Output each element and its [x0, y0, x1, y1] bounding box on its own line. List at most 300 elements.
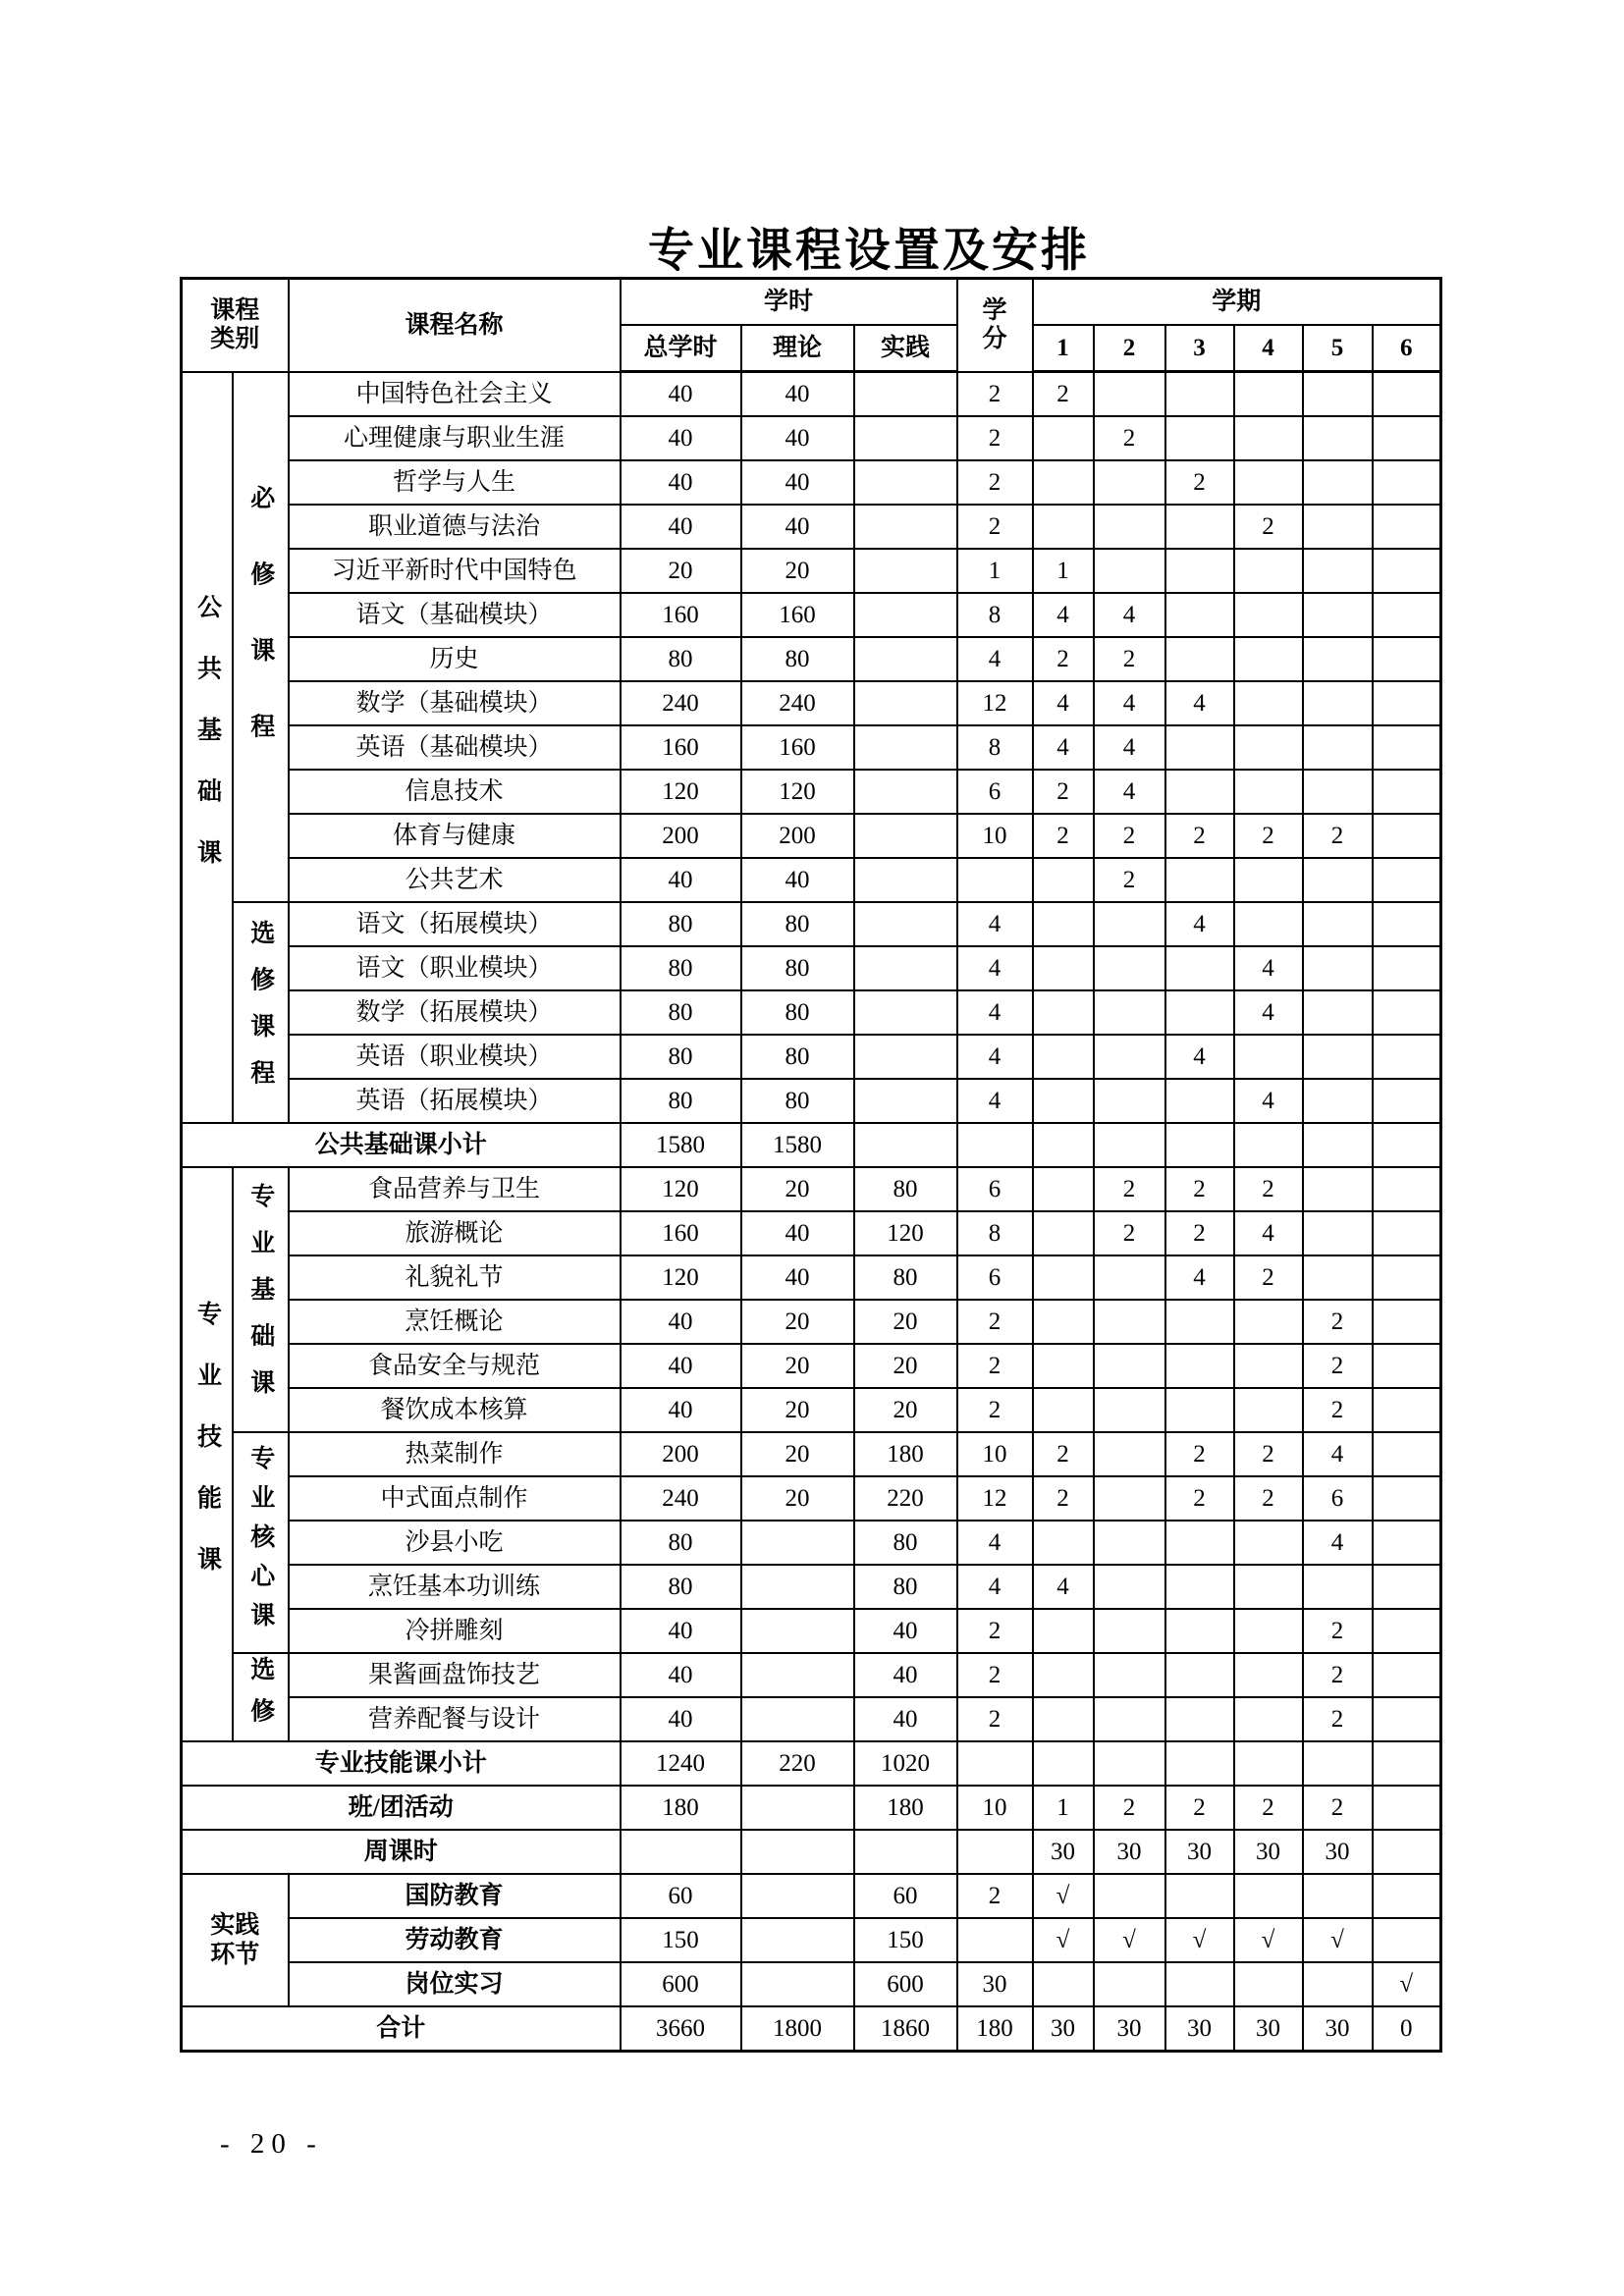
course-name-cell: 营养配餐与设计	[289, 1697, 621, 1741]
theory-cell: 1580	[741, 1123, 854, 1167]
sem-cell	[1094, 1609, 1165, 1653]
practice-cell	[854, 416, 957, 460]
sem-cell	[1165, 1079, 1234, 1123]
total-cell: 80	[621, 1035, 741, 1079]
sem-cell: 2	[1234, 1786, 1303, 1830]
sem-cell	[1234, 858, 1303, 902]
total-label: 合计	[182, 2006, 621, 2052]
practice-cell: 80	[854, 1521, 957, 1565]
theory-cell: 40	[741, 460, 854, 505]
sem-cell	[1234, 1344, 1303, 1388]
practice-cell	[854, 637, 957, 681]
total-cell: 120	[621, 770, 741, 814]
total-cell: 40	[621, 372, 741, 417]
sem-cell	[1094, 1521, 1165, 1565]
sem-cell	[1033, 1741, 1094, 1786]
sem-cell: 2	[1094, 814, 1165, 858]
sem-cell: 4	[1094, 681, 1165, 725]
credit-cell: 4	[957, 1521, 1033, 1565]
total-row	[182, 2006, 1441, 2052]
sem-cell: 2	[1303, 1653, 1373, 1697]
total-cell: 40	[621, 1653, 741, 1697]
course-name-cell: 语文（职业模块）	[289, 946, 621, 990]
credit-cell: 10	[957, 1786, 1033, 1830]
sem-cell	[1373, 1035, 1441, 1079]
category-skill: 专业技能课	[182, 1167, 233, 1741]
header-practice: 实践	[854, 325, 957, 372]
sem-cell: 4	[1033, 681, 1094, 725]
sem-cell: 1	[1033, 1786, 1094, 1830]
sem-cell	[1234, 1962, 1303, 2006]
course-name-cell: 公共艺术	[289, 858, 621, 902]
sem-cell	[1094, 1962, 1165, 2006]
theory-cell: 20	[741, 1476, 854, 1521]
course-name-cell: 历史	[289, 637, 621, 681]
sem-cell	[1165, 1741, 1234, 1786]
sem-cell: 4	[1165, 1255, 1234, 1300]
credit-cell: 10	[957, 1432, 1033, 1476]
sem-cell	[1373, 770, 1441, 814]
course-name-cell: 中式面点制作	[289, 1476, 621, 1521]
sem-cell	[1033, 1609, 1094, 1653]
sem-cell	[1033, 1388, 1094, 1432]
curriculum-table	[180, 277, 1442, 2053]
category-elective: 选修课程	[233, 902, 289, 1123]
sem-cell	[1303, 1741, 1373, 1786]
sem-cell: 2	[1165, 460, 1234, 505]
table-row	[182, 1388, 1441, 1432]
sem-cell	[1234, 460, 1303, 505]
credit-cell: 2	[957, 1344, 1033, 1388]
sem-cell	[1234, 372, 1303, 417]
sem-cell	[1094, 1565, 1165, 1609]
sem-cell	[1094, 1874, 1165, 1918]
credit-cell: 4	[957, 637, 1033, 681]
sem-cell: 2	[1165, 1476, 1234, 1521]
header-sem-5: 5	[1303, 325, 1373, 372]
sem-cell	[1094, 1079, 1165, 1123]
page-title: 专业课程设置及安排	[648, 226, 1090, 277]
practice-cell	[854, 770, 957, 814]
theory-cell	[741, 1918, 854, 1962]
total-cell: 80	[621, 1565, 741, 1609]
sem-cell	[1033, 946, 1094, 990]
header-category-label: 课程类别	[210, 296, 260, 353]
practice-cell: 20	[854, 1388, 957, 1432]
header-category	[182, 279, 289, 372]
subtotal-label: 公共基础课小计	[182, 1123, 621, 1167]
sem-cell: 30	[1303, 2006, 1373, 2052]
credit-cell: 2	[957, 1300, 1033, 1344]
course-name-cell: 英语（拓展模块）	[289, 1079, 621, 1123]
sem-cell	[1094, 549, 1165, 593]
sem-cell	[1373, 1918, 1441, 1962]
sem-cell: √	[1165, 1918, 1234, 1962]
sem-cell	[1094, 372, 1165, 417]
course-name-cell: 烹饪概论	[289, 1300, 621, 1344]
theory-cell: 40	[741, 1255, 854, 1300]
theory-cell: 20	[741, 1432, 854, 1476]
table-row	[182, 1653, 1441, 1697]
sem-cell	[1033, 1211, 1094, 1255]
sem-cell	[1165, 416, 1234, 460]
sem-cell	[1303, 460, 1373, 505]
credit-cell: 6	[957, 770, 1033, 814]
sem-cell: 30	[1165, 2006, 1234, 2052]
sem-cell	[1373, 1741, 1441, 1786]
sem-cell	[1303, 1079, 1373, 1123]
header-hours: 学时	[621, 279, 957, 326]
practice-cell: 40	[854, 1697, 957, 1741]
sem-cell	[1094, 1123, 1165, 1167]
total-cell: 40	[621, 1344, 741, 1388]
practice-cell: 80	[854, 1167, 957, 1211]
table-row	[182, 1211, 1441, 1255]
practice-cell: 40	[854, 1609, 957, 1653]
theory-cell: 120	[741, 770, 854, 814]
total-cell: 240	[621, 681, 741, 725]
sem-cell	[1373, 1653, 1441, 1697]
table-row	[182, 593, 1441, 637]
credit-cell: 2	[957, 372, 1033, 417]
total-cell: 120	[621, 1255, 741, 1300]
sem-cell	[1373, 1432, 1441, 1476]
practice-cell: 60	[854, 1874, 957, 1918]
sem-cell	[1094, 1388, 1165, 1432]
sem-cell: 4	[1033, 725, 1094, 770]
table-row	[182, 770, 1441, 814]
sem-cell: 2	[1094, 1786, 1165, 1830]
sem-cell	[1033, 1300, 1094, 1344]
sem-cell: √	[1033, 1874, 1094, 1918]
sem-cell	[1373, 681, 1441, 725]
credit-cell: 2	[957, 416, 1033, 460]
sem-cell	[1373, 1167, 1441, 1211]
header-semester: 学期	[1033, 279, 1441, 326]
sem-cell: 2	[1033, 1432, 1094, 1476]
total-cell: 40	[621, 460, 741, 505]
sem-cell	[1373, 1830, 1441, 1874]
theory-cell: 1800	[741, 2006, 854, 2052]
sem-cell	[1234, 902, 1303, 946]
sem-cell	[1165, 1344, 1234, 1388]
theory-cell	[741, 1786, 854, 1830]
total-cell: 40	[621, 505, 741, 549]
sem-cell: √	[1033, 1918, 1094, 1962]
practice-cell	[854, 372, 957, 417]
theory-cell: 20	[741, 1388, 854, 1432]
theory-cell: 40	[741, 416, 854, 460]
practice-cell	[854, 902, 957, 946]
sem-cell: 2	[1234, 814, 1303, 858]
sem-cell	[1234, 416, 1303, 460]
sem-cell	[1234, 1300, 1303, 1344]
sem-cell	[1033, 1255, 1094, 1300]
theory-cell: 220	[741, 1741, 854, 1786]
credit-cell: 12	[957, 681, 1033, 725]
sem-cell	[1373, 814, 1441, 858]
practice-cell	[854, 990, 957, 1035]
weekly-hours-label: 周课时	[182, 1830, 621, 1874]
sem-cell	[1303, 1123, 1373, 1167]
practice-cell: 180	[854, 1786, 957, 1830]
sem-cell	[1094, 460, 1165, 505]
table-row	[182, 1167, 1441, 1211]
practice-cell	[854, 549, 957, 593]
total-cell: 80	[621, 1521, 741, 1565]
table-row	[182, 1521, 1441, 1565]
sem-cell: 30	[1033, 1830, 1094, 1874]
table-row	[182, 505, 1441, 549]
practice-row	[182, 1874, 1441, 1918]
total-cell: 1580	[621, 1123, 741, 1167]
sem-cell	[1303, 593, 1373, 637]
total-cell: 600	[621, 1962, 741, 2006]
practice-cell	[854, 1079, 957, 1123]
sem-cell	[1094, 1255, 1165, 1300]
credit-cell: 6	[957, 1255, 1033, 1300]
sem-cell	[1165, 1697, 1234, 1741]
credit-cell: 12	[957, 1476, 1033, 1521]
sem-cell	[1033, 1123, 1094, 1167]
sem-cell	[1094, 1300, 1165, 1344]
header-sem-6: 6	[1373, 325, 1441, 372]
sem-cell	[1234, 1697, 1303, 1741]
header-theory: 理论	[741, 325, 854, 372]
sem-cell	[1033, 990, 1094, 1035]
credit-cell: 4	[957, 946, 1033, 990]
sem-cell	[1033, 416, 1094, 460]
sem-cell	[1094, 1432, 1165, 1476]
theory-cell: 40	[741, 372, 854, 417]
sem-cell	[1165, 593, 1234, 637]
sem-cell: 2	[1303, 814, 1373, 858]
sem-cell	[1303, 372, 1373, 417]
sem-cell	[1165, 1874, 1234, 1918]
total-cell: 60	[621, 1874, 741, 1918]
course-name-cell: 心理健康与职业生涯	[289, 416, 621, 460]
sem-cell	[1373, 1697, 1441, 1741]
sem-cell	[1303, 1255, 1373, 1300]
course-name-cell: 英语（基础模块）	[289, 725, 621, 770]
table-row	[182, 416, 1441, 460]
theory-cell: 20	[741, 549, 854, 593]
sem-cell: 30	[1094, 1830, 1165, 1874]
table-row	[182, 1565, 1441, 1609]
sem-cell	[1373, 505, 1441, 549]
total-cell: 3660	[621, 2006, 741, 2052]
sem-cell	[1094, 1741, 1165, 1786]
table-row	[182, 1476, 1441, 1521]
sem-cell	[1165, 549, 1234, 593]
practice-cell	[854, 681, 957, 725]
theory-cell: 80	[741, 1035, 854, 1079]
sem-cell	[1234, 1874, 1303, 1918]
class-activity-label: 班/团活动	[182, 1786, 621, 1830]
sem-cell: 2	[1234, 1476, 1303, 1521]
sem-cell	[1303, 549, 1373, 593]
header-total-hours: 总学时	[621, 325, 741, 372]
table-row	[182, 990, 1441, 1035]
theory-cell: 40	[741, 505, 854, 549]
course-name-cell: 哲学与人生	[289, 460, 621, 505]
course-name-cell: 习近平新时代中国特色	[289, 549, 621, 593]
sem-cell: 4	[1094, 770, 1165, 814]
theory-cell: 160	[741, 725, 854, 770]
practice-cell	[854, 460, 957, 505]
sem-cell	[1234, 725, 1303, 770]
sem-cell	[1234, 681, 1303, 725]
sem-cell	[1303, 946, 1373, 990]
total-cell: 80	[621, 902, 741, 946]
sem-cell: 2	[1094, 416, 1165, 460]
course-name-cell: 语文（基础模块）	[289, 593, 621, 637]
sem-cell	[1303, 1035, 1373, 1079]
credit-cell: 1	[957, 549, 1033, 593]
sem-cell	[1373, 1300, 1441, 1344]
theory-cell: 240	[741, 681, 854, 725]
sem-cell	[1165, 1123, 1234, 1167]
sem-cell	[1234, 637, 1303, 681]
total-cell: 80	[621, 1079, 741, 1123]
course-name-cell: 数学（拓展模块）	[289, 990, 621, 1035]
practice-cell	[854, 1123, 957, 1167]
theory-cell: 80	[741, 990, 854, 1035]
course-name-cell: 果酱画盘饰技艺	[289, 1653, 621, 1697]
theory-cell: 40	[741, 1211, 854, 1255]
sem-cell	[1303, 1211, 1373, 1255]
sem-cell	[1303, 681, 1373, 725]
credit-cell: 4	[957, 1035, 1033, 1079]
practice-cell	[854, 814, 957, 858]
sem-cell: √	[1373, 1962, 1441, 2006]
sem-cell: 30	[1033, 2006, 1094, 2052]
sem-cell	[1033, 902, 1094, 946]
sem-cell	[1234, 1653, 1303, 1697]
subtotal-row	[182, 1741, 1441, 1786]
sem-cell: 2	[1165, 814, 1234, 858]
sem-cell: 2	[1234, 1432, 1303, 1476]
sem-cell	[1373, 1211, 1441, 1255]
sem-cell: 2	[1234, 1167, 1303, 1211]
theory-cell: 80	[741, 902, 854, 946]
sem-cell	[1033, 1167, 1094, 1211]
practice-cell: 180	[854, 1432, 957, 1476]
sem-cell: 4	[1094, 725, 1165, 770]
table-row	[182, 1255, 1441, 1300]
sem-cell	[1165, 725, 1234, 770]
category-skill-core: 专业核心课	[233, 1432, 289, 1653]
sem-cell: 2	[1094, 637, 1165, 681]
practice-cell: 220	[854, 1476, 957, 1521]
sem-cell: 2	[1303, 1609, 1373, 1653]
sem-cell	[1094, 505, 1165, 549]
sem-cell	[1373, 946, 1441, 990]
sem-cell	[1094, 1344, 1165, 1388]
sem-cell	[1234, 1388, 1303, 1432]
sem-cell: 4	[1033, 1565, 1094, 1609]
credit-cell: 10	[957, 814, 1033, 858]
sem-cell	[1165, 1609, 1234, 1653]
theory-cell: 20	[741, 1167, 854, 1211]
sem-cell	[1373, 1565, 1441, 1609]
sem-cell	[1094, 946, 1165, 990]
subtotal-row	[182, 1123, 1441, 1167]
credit-cell: 2	[957, 1697, 1033, 1741]
sem-cell: 4	[1234, 1211, 1303, 1255]
sem-cell	[1165, 1565, 1234, 1609]
sem-cell	[1303, 725, 1373, 770]
table-row	[182, 372, 1441, 417]
total-cell: 40	[621, 416, 741, 460]
table-row	[182, 1697, 1441, 1741]
sem-cell	[1234, 1609, 1303, 1653]
theory-cell	[741, 1609, 854, 1653]
sem-cell	[1094, 1035, 1165, 1079]
sem-cell	[1303, 505, 1373, 549]
total-cell: 80	[621, 637, 741, 681]
sem-cell	[1373, 637, 1441, 681]
theory-cell: 20	[741, 1300, 854, 1344]
practice-cell	[854, 1830, 957, 1874]
sem-cell	[1234, 549, 1303, 593]
practice-cell: 20	[854, 1344, 957, 1388]
sem-cell: 2	[1303, 1388, 1373, 1432]
credit-cell: 6	[957, 1167, 1033, 1211]
sem-cell	[1094, 1653, 1165, 1697]
sem-cell	[1373, 990, 1441, 1035]
sem-cell	[1373, 858, 1441, 902]
header-credit	[957, 279, 1033, 372]
sem-cell: 4	[1094, 593, 1165, 637]
total-cell: 160	[621, 593, 741, 637]
sem-cell: 2	[1165, 1432, 1234, 1476]
credit-cell: 4	[957, 1565, 1033, 1609]
table-row	[182, 902, 1441, 946]
credit-cell: 2	[957, 460, 1033, 505]
total-cell: 40	[621, 1697, 741, 1741]
sem-cell	[1373, 1521, 1441, 1565]
sem-cell	[1094, 990, 1165, 1035]
course-name-cell: 中国特色社会主义	[289, 372, 621, 417]
sem-cell	[1165, 770, 1234, 814]
sem-cell	[1373, 1255, 1441, 1300]
category-skill-elective: 选修	[233, 1653, 289, 1741]
credit-cell: 8	[957, 1211, 1033, 1255]
sem-cell: 2	[1165, 1786, 1234, 1830]
sem-cell: 4	[1234, 946, 1303, 990]
sem-cell	[1165, 637, 1234, 681]
sem-cell: 2	[1033, 814, 1094, 858]
course-name-cell: 英语（职业模块）	[289, 1035, 621, 1079]
sem-cell	[1165, 1521, 1234, 1565]
total-cell: 20	[621, 549, 741, 593]
practice-cell: 1020	[854, 1741, 957, 1786]
sem-cell	[1033, 1697, 1094, 1741]
course-name-cell: 食品营养与卫生	[289, 1167, 621, 1211]
theory-cell: 80	[741, 946, 854, 990]
course-name-cell: 岗位实习	[289, 1962, 621, 2006]
category-practice-link-label: 实践环节	[210, 1912, 260, 1968]
sem-cell: 2	[1033, 637, 1094, 681]
sem-cell	[1303, 637, 1373, 681]
theory-cell: 160	[741, 593, 854, 637]
theory-cell	[741, 1565, 854, 1609]
sem-cell: 2	[1303, 1300, 1373, 1344]
sem-cell: 2	[1234, 505, 1303, 549]
practice-cell: 80	[854, 1565, 957, 1609]
sem-cell	[1234, 770, 1303, 814]
